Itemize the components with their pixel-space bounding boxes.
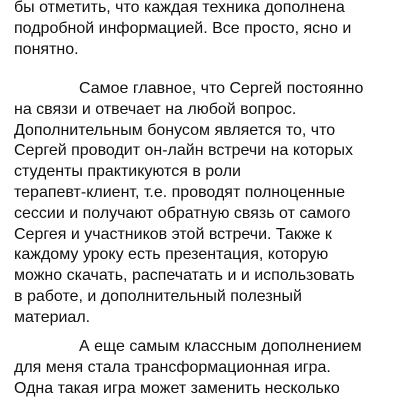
text-line: Дополнительным бонусом является то, что — [14, 121, 336, 139]
text-line: бы отметить, что каждая техника дополнена — [14, 0, 345, 16]
text-line: А еще самым классным дополнением — [79, 338, 362, 355]
text-line: студенты практикуются в роли — [14, 163, 241, 181]
text-line: Сергея и участников этой встречи. Также к — [14, 225, 332, 243]
paragraph-techniques — [14, 0, 394, 60]
text-line: Сергей проводит он-лайн встречи на которых — [14, 142, 353, 160]
text-line: в работе, и дополнительный полезный — [14, 287, 302, 305]
text-line: сессии и получают обратную связь от самого — [14, 204, 351, 222]
text-line: подробной информацией. Все просто, ясно и — [14, 19, 352, 37]
text-line: каждому уроку есть презентация, которую — [14, 246, 329, 264]
text-line: Одна такая игра может заменить несколько — [14, 379, 340, 397]
text-line: понятно. — [14, 40, 79, 58]
text-line: материал. — [14, 308, 91, 326]
text-line: терапевт-клиент, т.е. проводят полноценные — [14, 183, 345, 201]
text-line: для меня стала трансформационная игра. — [14, 358, 331, 376]
text-line: можно скачать, распечатать и и использовать — [14, 267, 355, 285]
paragraph-support — [14, 79, 394, 329]
text-line: Самое главное, что Сергей постоянно — [79, 80, 364, 97]
text-line: на связи и отвечает на любой вопрос. — [14, 100, 297, 118]
paragraph-game — [14, 337, 394, 399]
